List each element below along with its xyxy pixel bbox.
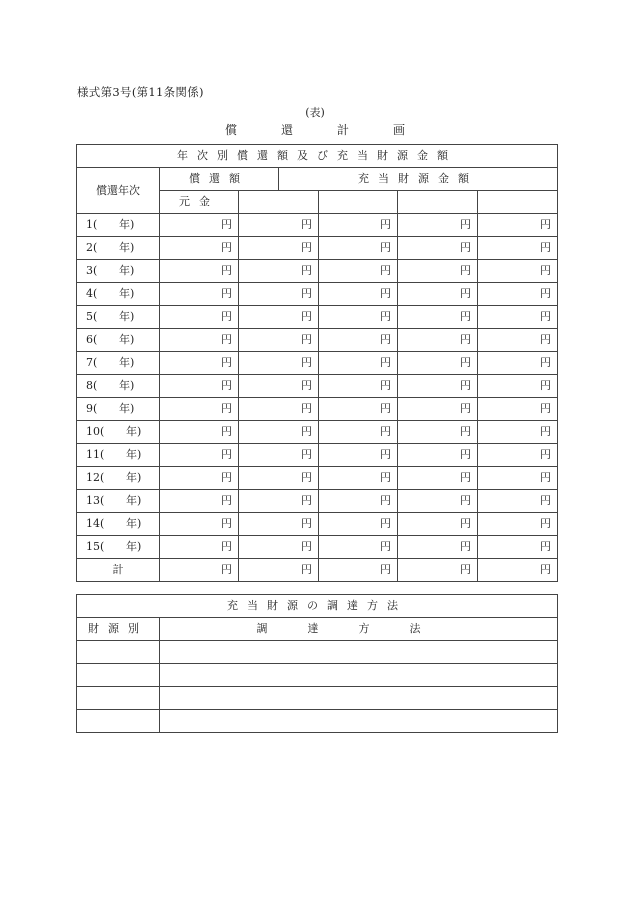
repayment-year-row <box>77 352 558 375</box>
year-number: 11 <box>86 448 100 461</box>
yen-amount-cell[interactable]: 円 <box>239 306 319 329</box>
yen-amount-cell[interactable]: 円 <box>319 352 398 375</box>
yen-amount-cell[interactable]: 円 <box>478 352 558 375</box>
yen-amount-cell[interactable]: 円 <box>239 513 319 536</box>
procurement-method-header: 調達方法 <box>160 618 558 641</box>
document-title <box>0 121 630 138</box>
title-char: 償 <box>224 123 237 137</box>
yen-amount-cell[interactable]: 円 <box>398 283 478 306</box>
yen-amount-cell[interactable]: 円 <box>398 260 478 283</box>
year-suffix: 年) <box>119 218 135 231</box>
yen-amount-cell[interactable]: 円 <box>160 260 239 283</box>
yen-amount-cell[interactable]: 円 <box>160 421 239 444</box>
year-suffix: 年) <box>126 448 142 461</box>
yen-amount-cell[interactable]: 円 <box>398 421 478 444</box>
funding-source-cell[interactable] <box>77 641 160 664</box>
yen-amount-cell[interactable]: 円 <box>478 375 558 398</box>
year-open-paren: ( <box>100 540 105 553</box>
year-open-paren: ( <box>93 333 98 346</box>
yen-amount-cell[interactable]: 円 <box>398 559 478 582</box>
repayment-year-cell <box>77 490 160 513</box>
yen-amount-cell[interactable]: 円 <box>160 306 239 329</box>
repayment-year-row <box>77 513 558 536</box>
yen-amount-cell[interactable]: 円 <box>319 283 398 306</box>
procurement-method-cell[interactable] <box>160 664 558 687</box>
repayment-year-cell <box>77 352 160 375</box>
yen-amount-cell[interactable]: 円 <box>319 237 398 260</box>
title-char: 画 <box>393 123 406 137</box>
year-number: 13 <box>86 494 100 507</box>
form-number-label: 様式第3号(第11条関係) <box>77 85 204 99</box>
funding-source-header: 財源別 <box>77 618 160 641</box>
repayment-plan-table <box>76 144 558 582</box>
year-suffix: 年) <box>119 402 135 415</box>
repayment-year-row <box>77 260 558 283</box>
funding-entry-row <box>77 710 558 733</box>
yen-amount-cell[interactable]: 円 <box>160 237 239 260</box>
year-number: 9 <box>86 402 93 415</box>
repayment-year-row <box>77 421 558 444</box>
year-number: 10 <box>86 425 100 438</box>
year-number: 7 <box>86 356 93 369</box>
year-suffix: 年) <box>119 241 135 254</box>
year-open-paren: ( <box>93 310 98 323</box>
year-number: 12 <box>86 471 100 484</box>
repayment-year-row <box>77 444 558 467</box>
blank-header-cell <box>398 191 478 214</box>
yen-amount-cell[interactable]: 円 <box>160 536 239 559</box>
yen-amount-cell[interactable]: 円 <box>319 536 398 559</box>
repayment-year-row <box>77 283 558 306</box>
yen-amount-cell[interactable]: 円 <box>398 306 478 329</box>
yen-amount-cell[interactable]: 円 <box>160 329 239 352</box>
repayment-year-cell <box>77 467 160 490</box>
year-open-paren: ( <box>100 494 105 507</box>
yen-amount-cell[interactable]: 円 <box>478 467 558 490</box>
yen-amount-cell[interactable]: 円 <box>239 536 319 559</box>
year-open-paren: ( <box>93 356 98 369</box>
yen-amount-cell[interactable]: 円 <box>319 490 398 513</box>
repayment-year-row <box>77 329 558 352</box>
yen-amount-cell[interactable]: 円 <box>319 306 398 329</box>
year-open-paren: ( <box>100 517 105 530</box>
repayment-year-cell <box>77 421 160 444</box>
yen-amount-cell[interactable]: 円 <box>398 513 478 536</box>
year-number: 6 <box>86 333 93 346</box>
year-number: 8 <box>86 379 93 392</box>
blank-header-cell <box>239 191 319 214</box>
yen-amount-cell[interactable]: 円 <box>239 352 319 375</box>
funding-entry-row <box>77 687 558 710</box>
year-suffix: 年) <box>126 517 142 530</box>
yen-amount-cell[interactable]: 円 <box>398 467 478 490</box>
repayment-year-cell <box>77 536 160 559</box>
year-number: 4 <box>86 287 93 300</box>
repayment-year-cell <box>77 237 160 260</box>
funding-source-cell[interactable] <box>77 687 160 710</box>
yen-amount-cell[interactable]: 円 <box>239 283 319 306</box>
year-open-paren: ( <box>93 287 98 300</box>
year-open-paren: ( <box>93 241 98 254</box>
repayment-year-row <box>77 490 558 513</box>
yen-amount-cell[interactable]: 円 <box>160 490 239 513</box>
repayment-year-row <box>77 536 558 559</box>
yen-amount-cell[interactable]: 円 <box>160 283 239 306</box>
total-row <box>77 559 558 582</box>
yen-amount-cell[interactable]: 円 <box>398 536 478 559</box>
repayment-year-row <box>77 467 558 490</box>
yen-amount-cell[interactable]: 円 <box>239 375 319 398</box>
yen-amount-cell[interactable]: 円 <box>478 559 558 582</box>
year-open-paren: ( <box>100 448 105 461</box>
yen-amount-cell[interactable]: 円 <box>398 490 478 513</box>
yen-amount-cell[interactable]: 円 <box>319 214 398 237</box>
procurement-method-cell[interactable] <box>160 710 558 733</box>
year-number: 14 <box>86 517 100 530</box>
yen-amount-cell[interactable]: 円 <box>478 306 558 329</box>
yen-amount-cell[interactable]: 円 <box>478 214 558 237</box>
yen-amount-cell[interactable]: 円 <box>160 513 239 536</box>
procurement-method-cell[interactable] <box>160 641 558 664</box>
year-open-paren: ( <box>93 379 98 392</box>
yen-amount-cell[interactable]: 円 <box>239 329 319 352</box>
yen-amount-cell[interactable]: 円 <box>160 559 239 582</box>
yen-amount-cell[interactable]: 円 <box>239 490 319 513</box>
repayment-year-cell <box>77 398 160 421</box>
total-label: 計 <box>77 559 160 582</box>
yen-amount-cell[interactable]: 円 <box>160 444 239 467</box>
repayment-year-row <box>77 398 558 421</box>
principal-header: 元金 <box>160 191 239 214</box>
yen-amount-cell[interactable]: 円 <box>478 398 558 421</box>
yen-amount-cell[interactable]: 円 <box>478 513 558 536</box>
procurement-method-cell[interactable] <box>160 687 558 710</box>
year-suffix: 年) <box>119 287 135 300</box>
yen-amount-cell[interactable]: 円 <box>398 214 478 237</box>
yen-amount-cell[interactable]: 円 <box>319 513 398 536</box>
yen-amount-cell[interactable]: 円 <box>239 260 319 283</box>
funding-amount-header: 充当財源金額 <box>279 168 558 191</box>
repayment-year-cell <box>77 306 160 329</box>
yen-amount-cell[interactable]: 円 <box>239 214 319 237</box>
yen-amount-cell[interactable]: 円 <box>239 421 319 444</box>
year-open-paren: ( <box>93 402 98 415</box>
funding-entry-row <box>77 664 558 687</box>
repayment-year-header: 償還年次 <box>77 168 160 214</box>
repayment-amount-header: 償還額 <box>160 168 279 191</box>
repayment-year-row <box>77 306 558 329</box>
funding-entry-row <box>77 641 558 664</box>
yen-amount-cell[interactable]: 円 <box>319 398 398 421</box>
yen-amount-cell[interactable]: 円 <box>160 467 239 490</box>
repayment-year-cell <box>77 329 160 352</box>
yen-amount-cell[interactable]: 円 <box>160 375 239 398</box>
yen-amount-cell[interactable]: 円 <box>478 490 558 513</box>
year-number: 5 <box>86 310 93 323</box>
funding-table-heading: 充当財源の調達方法 <box>77 595 558 618</box>
year-suffix: 年) <box>126 494 142 507</box>
yen-amount-cell[interactable]: 円 <box>319 444 398 467</box>
repayment-year-cell <box>77 375 160 398</box>
year-suffix: 年) <box>119 356 135 369</box>
year-suffix: 年) <box>126 471 142 484</box>
title-char: 計 <box>337 123 350 137</box>
yen-amount-cell[interactable]: 円 <box>398 398 478 421</box>
yen-amount-cell[interactable]: 円 <box>478 260 558 283</box>
yen-amount-cell[interactable]: 円 <box>319 421 398 444</box>
year-open-paren: ( <box>100 471 105 484</box>
repayment-year-cell <box>77 214 160 237</box>
year-suffix: 年) <box>119 379 135 392</box>
yen-amount-cell[interactable]: 円 <box>160 398 239 421</box>
year-number: 2 <box>86 241 93 254</box>
repayment-year-cell <box>77 260 160 283</box>
funding-method-table <box>76 594 558 733</box>
blank-header-cell <box>478 191 558 214</box>
repayment-year-row <box>77 375 558 398</box>
year-open-paren: ( <box>93 264 98 277</box>
repayment-year-row <box>77 214 558 237</box>
yen-amount-cell[interactable]: 円 <box>319 559 398 582</box>
yen-amount-cell[interactable]: 円 <box>319 329 398 352</box>
yen-amount-cell[interactable]: 円 <box>239 237 319 260</box>
yen-amount-cell[interactable]: 円 <box>478 237 558 260</box>
year-number: 15 <box>86 540 100 553</box>
year-open-paren: ( <box>93 218 98 231</box>
yen-amount-cell[interactable]: 円 <box>478 283 558 306</box>
yen-amount-cell[interactable]: 円 <box>239 467 319 490</box>
title-char: 還 <box>280 123 293 137</box>
year-suffix: 年) <box>119 310 135 323</box>
funding-source-cell[interactable] <box>77 710 160 733</box>
plan-table-heading: 年次別償還額及び充当財源金額 <box>77 145 558 168</box>
yen-amount-cell[interactable]: 円 <box>398 329 478 352</box>
repayment-year-cell <box>77 283 160 306</box>
yen-amount-cell[interactable]: 円 <box>239 559 319 582</box>
year-suffix: 年) <box>126 425 142 438</box>
yen-amount-cell[interactable]: 円 <box>478 444 558 467</box>
funding-source-cell[interactable] <box>77 664 160 687</box>
yen-amount-cell[interactable]: 円 <box>239 398 319 421</box>
yen-amount-cell[interactable]: 円 <box>398 375 478 398</box>
yen-amount-cell[interactable]: 円 <box>398 237 478 260</box>
yen-amount-cell[interactable]: 円 <box>319 467 398 490</box>
year-suffix: 年) <box>126 540 142 553</box>
repayment-year-cell <box>77 444 160 467</box>
yen-amount-cell[interactable]: 円 <box>398 352 478 375</box>
front-side-label: (表) <box>305 106 325 119</box>
yen-amount-cell[interactable]: 円 <box>160 214 239 237</box>
yen-amount-cell[interactable]: 円 <box>160 352 239 375</box>
year-open-paren: ( <box>100 425 105 438</box>
yen-amount-cell[interactable]: 円 <box>239 444 319 467</box>
year-number: 1 <box>86 218 93 231</box>
yen-amount-cell[interactable]: 円 <box>319 260 398 283</box>
year-suffix: 年) <box>119 264 135 277</box>
year-suffix: 年) <box>119 333 135 346</box>
blank-header-cell <box>319 191 398 214</box>
yen-amount-cell[interactable]: 円 <box>398 444 478 467</box>
repayment-year-row <box>77 237 558 260</box>
yen-amount-cell[interactable]: 円 <box>319 375 398 398</box>
yen-amount-cell[interactable]: 円 <box>478 329 558 352</box>
yen-amount-cell[interactable]: 円 <box>478 536 558 559</box>
yen-amount-cell[interactable]: 円 <box>478 421 558 444</box>
repayment-year-cell <box>77 513 160 536</box>
year-number: 3 <box>86 264 93 277</box>
